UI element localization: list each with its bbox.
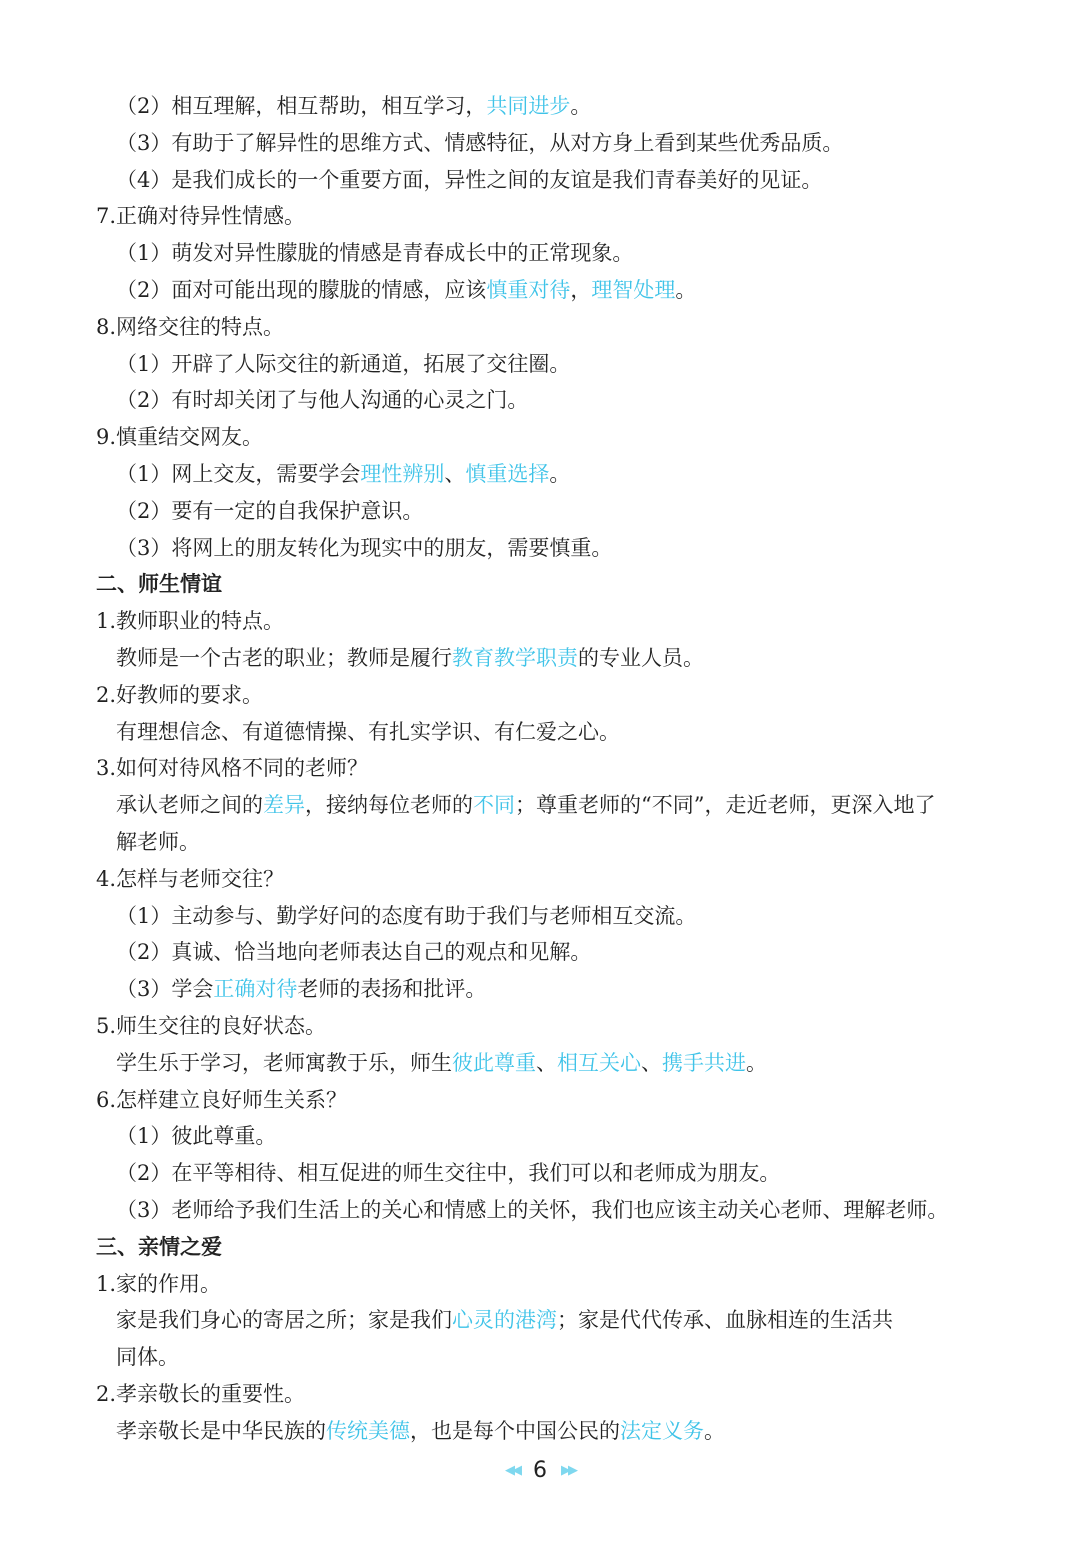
text-line [96,934,976,971]
text-segment: （1）彼此尊重。 [116,1124,277,1149]
text-segment: ，也是每个中国公民的 [410,1418,620,1443]
text-line [96,382,976,419]
text-segment: 有理想信念、有道德情操、有扎实学识、有仁爱之心。 [116,719,620,744]
highlighted-term: 慎重对待 [486,277,571,302]
text-line [96,898,976,935]
text-line [96,1413,976,1450]
text-line [96,1118,976,1155]
text-line [96,530,976,567]
text-segment: ；尊重老师的“不同”，走近老师，更深入地了 [515,793,936,818]
text-line [96,824,976,861]
item-heading [96,677,976,714]
text-segment: （2）在平等相待、相互促进的师生交往中，我们可以和老师成为朋友。 [116,1161,781,1186]
text-line [96,272,976,309]
text-segment: 5.师生交往的良好状态。 [96,1013,327,1038]
section-heading [96,1229,976,1266]
text-segment: ， [570,277,592,302]
item-heading [96,1266,976,1303]
text-line [96,162,976,199]
page-number: 6 [533,1458,547,1483]
text-segment: 、 [641,1050,662,1075]
text-segment: 。 [675,277,697,302]
text-segment: 3.如何对待风格不同的老师？ [96,756,369,781]
text-line [96,787,976,824]
text-segment: （4）是我们成长的一个重要方面，异性之间的友谊是我们青春美好的见证。 [116,167,823,192]
item-heading [96,419,976,456]
highlighted-term: 差异 [263,793,305,818]
text-segment: （2）真诚、恰当地向老师表达自己的观点和见解。 [116,940,592,965]
highlighted-term: 携手共进 [662,1050,746,1075]
document-content [96,88,976,1449]
text-segment: ，接纳每位老师的 [305,793,473,818]
text-line [96,714,976,751]
text-segment: 9.慎重结交网友。 [96,425,264,450]
highlighted-term: 共同进步 [486,94,571,118]
highlighted-term: 理性辨别 [360,461,445,486]
text-segment: 同体。 [116,1345,179,1370]
highlighted-term: 传统美德 [326,1418,410,1443]
text-line [96,1339,976,1376]
text-segment: 承认老师之间的 [116,793,263,818]
text-segment: （3）有助于了解异性的思维方式、情感特征，从对方身上看到某些优秀品质。 [116,130,844,155]
text-segment: （1）网上交友，需要学会 [116,461,361,486]
text-line [96,88,976,125]
highlighted-term: 正确对待 [213,977,298,1002]
text-segment: 7.正确对待异性情感。 [96,204,306,229]
text-segment: 的专业人员。 [578,645,704,670]
item-heading [96,198,976,235]
text-segment: 8.网络交往的特点。 [96,314,285,339]
highlighted-term: 理智处理 [591,277,676,302]
text-segment: （2）要有一定的自我保护意识。 [116,498,424,523]
text-line [96,1045,976,1082]
highlighted-term: 慎重选择 [465,461,550,486]
highlighted-term: 心灵的港湾 [452,1308,557,1333]
text-segment: 、 [444,461,466,486]
text-segment: 三、亲情之爱 [96,1234,222,1259]
text-line [96,456,976,493]
text-segment: （3）老师给予我们生活上的关心和情感上的关怀，我们也应该主动关心老师、理解老师。 [116,1197,949,1222]
item-heading [96,750,976,787]
text-segment: 、 [536,1050,557,1075]
text-segment: （3）学会 [116,977,214,1002]
text-segment: 家是我们身心的寄居之所；家是我们 [116,1308,452,1333]
text-segment: （3）将网上的朋友转化为现实中的朋友，需要慎重。 [116,535,613,560]
text-segment: 4.怎样与老师交往？ [96,866,285,891]
text-segment: 2.孝亲敬长的重要性。 [96,1381,306,1406]
next-arrows-icon: ▶▶ [561,1463,575,1478]
text-segment: 。 [570,94,592,118]
text-segment: （2）有时却关闭了与他人沟通的心灵之门。 [116,388,529,413]
highlighted-term: 法定义务 [620,1418,704,1443]
text-segment: 。 [549,461,571,486]
item-heading [96,603,976,640]
text-segment: 孝亲敬长是中华民族的 [116,1418,326,1443]
text-segment: 1.家的作用。 [96,1271,222,1296]
text-line [96,971,976,1008]
item-heading [96,1008,976,1045]
text-segment: 。 [746,1050,767,1075]
text-segment: 学生乐于学习，老师寓教于乐，师生 [116,1050,452,1075]
text-line [96,1192,976,1229]
text-segment: （2）相互理解，相互帮助，相互学习， [116,94,487,118]
text-line [96,640,976,677]
text-segment: 老师的表扬和批评。 [297,977,487,1002]
highlighted-term: 相互关心 [557,1050,641,1075]
text-segment: 2.好教师的要求。 [96,682,264,707]
text-line [96,125,976,162]
text-segment: 。 [704,1418,725,1443]
text-segment: 1.教师职业的特点。 [96,609,285,634]
text-segment: （1）主动参与、勤学好问的态度有助于我们与老师相互交流。 [116,903,697,928]
item-heading [96,861,976,898]
item-heading [96,309,976,346]
text-line [96,346,976,383]
item-heading [96,1082,976,1119]
item-heading [96,1376,976,1413]
text-segment: 解老师。 [116,829,200,854]
text-segment: 二、师生情谊 [96,572,222,597]
text-segment: （1）萌发对异性朦胧的情感是青春成长中的正常现象。 [116,241,634,266]
text-segment: ；家是代代传承、血脉相连的生活共 [557,1308,893,1333]
highlighted-term: 不同 [473,793,515,818]
text-line [96,493,976,530]
text-segment: （1）开辟了人际交往的新通道，拓展了交往圈。 [116,351,571,376]
text-segment: 6.怎样建立良好师生关系？ [96,1087,348,1112]
text-line [96,1155,976,1192]
prev-arrows-icon: ◀◀ [505,1463,519,1478]
text-line [96,1302,976,1339]
text-segment: 教师是一个古老的职业；教师是履行 [116,645,452,670]
section-heading [96,566,976,603]
page-footer [0,1458,1080,1483]
text-segment: （2）面对可能出现的朦胧的情感，应该 [116,277,487,302]
text-line [96,235,976,272]
highlighted-term: 教育教学职责 [452,645,578,670]
highlighted-term: 彼此尊重 [452,1050,536,1075]
